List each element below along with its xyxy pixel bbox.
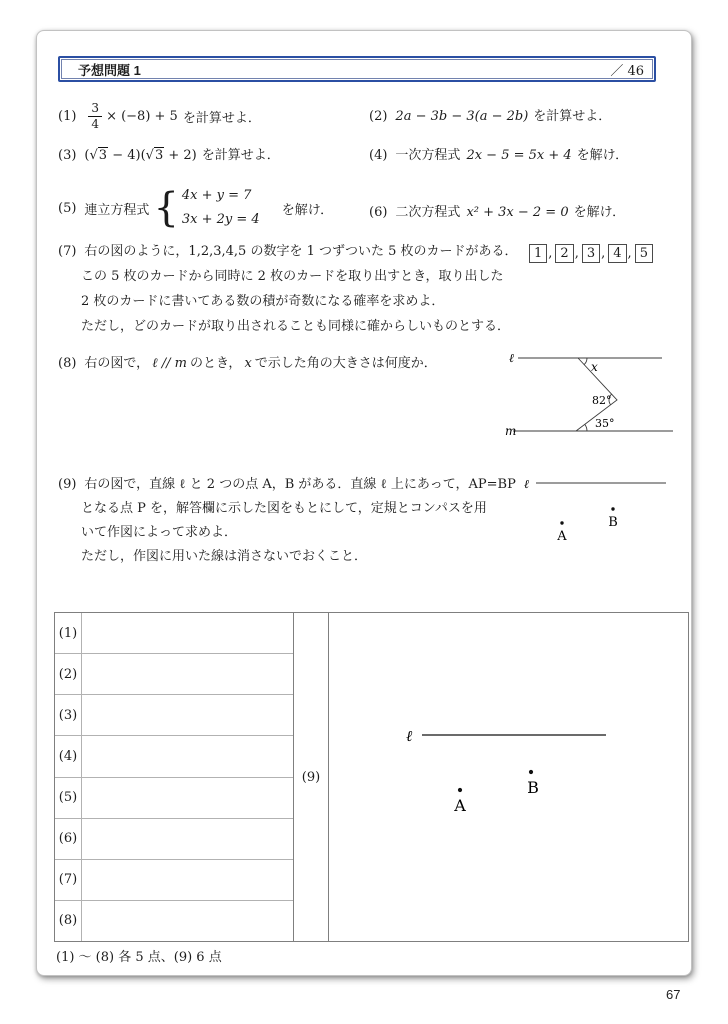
- row-label-6: (6): [55, 819, 82, 859]
- cards-figure: [529, 244, 653, 263]
- header-box: [58, 56, 656, 82]
- point-a-dot: [560, 521, 563, 524]
- table-row: [55, 736, 293, 777]
- score-field: ／ 46: [610, 63, 644, 79]
- fraction-numerator: 3: [88, 102, 102, 117]
- table-row: [55, 819, 293, 860]
- scoring-note: (1) ～ (8) 各 5 点、(9) 6 点: [56, 950, 222, 965]
- card-separator: ,: [574, 246, 579, 261]
- problem-6-lead: 二次方程式: [395, 205, 461, 220]
- problem-4: [369, 144, 628, 163]
- problem-7: [58, 239, 518, 339]
- answer-cell-1: [82, 613, 293, 653]
- problem-4-instruction: を解け．: [576, 148, 629, 163]
- problem-3-expression: (: [84, 148, 90, 163]
- card-2: 2: [555, 244, 573, 263]
- table-row: [55, 860, 293, 901]
- sqrt-symbol: √: [145, 148, 154, 163]
- problem-5: [58, 181, 333, 235]
- row-label-5: (5): [55, 778, 82, 818]
- system-equation-1: 4x + y = 7: [181, 188, 252, 203]
- radicand: 3: [154, 148, 164, 163]
- problem-1-instruction: を計算せよ．: [182, 110, 261, 126]
- header-box-inner: [61, 59, 653, 79]
- angle-arc-x: [584, 358, 587, 365]
- sqrt-symbol: √: [89, 148, 98, 163]
- problem-8-label: (8): [58, 356, 77, 371]
- problem-5-label: (5): [58, 200, 77, 216]
- problem-2-instruction: を計算せよ．: [533, 109, 612, 124]
- problem-7-label: (7): [58, 244, 77, 259]
- problem-9-label: (9): [58, 477, 77, 492]
- problem-1-expression: × (−8) + 5: [106, 108, 178, 124]
- angle-82-label: 82°: [592, 394, 612, 407]
- card-4: 4: [608, 244, 626, 263]
- point-a-dot: [458, 788, 462, 792]
- problem-3: [58, 144, 280, 163]
- problem-1-label: (1): [58, 108, 77, 124]
- problem-6-instruction: を解け．: [573, 205, 626, 220]
- table-row: [55, 654, 293, 695]
- problem-6-equation: x² + 3x − 2 = 0: [466, 205, 569, 220]
- problem-8: [58, 352, 437, 371]
- answer-cell-4: [82, 736, 293, 776]
- answer-9-box: [329, 613, 688, 941]
- angle-arc-35: [585, 424, 587, 431]
- problem-3-instruction: を計算せよ．: [201, 148, 280, 163]
- answer-construction-figure: [329, 613, 688, 941]
- answer-cell-3: [82, 695, 293, 735]
- variable-x: x: [244, 356, 252, 371]
- problem-9-line2: となる点 P を，解答欄に示した図をもとにして，定規とコンパスを用: [81, 501, 487, 516]
- answer-rows: [55, 613, 294, 941]
- problem-9-line3: いて作図によって求めよ．: [81, 525, 238, 540]
- problem-2: [369, 105, 611, 124]
- problem-7-line2: この 5 枚のカードから同時に 2 枚のカードを取り出すとき，取り出した: [81, 269, 504, 284]
- table-row: [55, 901, 293, 941]
- card-separator: ,: [601, 246, 606, 261]
- page-title: 予想問題 1: [78, 62, 141, 78]
- point-b-dot: [611, 507, 614, 510]
- answer-cell-6: [82, 819, 293, 859]
- problem-9-line1: 右の図で，直線 ℓ と 2 つの点 A，B がある．直線 ℓ 上にあって，AP=BP: [84, 477, 516, 492]
- answer-cell-8: [82, 901, 293, 941]
- table-row: [55, 778, 293, 819]
- line-l-label: ℓ: [406, 727, 413, 745]
- problem-4-equation: 2x − 5 = 5x + 4: [466, 148, 572, 163]
- point-a-label: A: [557, 529, 567, 544]
- point-b-dot: [529, 770, 533, 774]
- problem-8-text2: のとき，: [189, 356, 242, 371]
- answer-table: [54, 612, 689, 942]
- problem-9-line4: ただし，作図に用いた線は消さないでおくこと．: [81, 549, 368, 564]
- problem-7-line1: 右の図のように，1,2,3,4,5 の数字を 1 つずついた 5 枚のカードがある．: [84, 244, 518, 259]
- equation-system: [149, 182, 259, 234]
- angle-x-label: x: [591, 360, 598, 374]
- card-separator: ,: [548, 246, 553, 261]
- fraction: [88, 102, 102, 130]
- line-l-label: ℓ: [509, 351, 514, 365]
- point-b-label: B: [527, 778, 539, 797]
- row-label-7: (7): [55, 860, 82, 900]
- table-row: [55, 695, 293, 736]
- system-equation-2: 3x + 2y = 4: [181, 212, 260, 227]
- radicand: 3: [98, 148, 108, 163]
- problem-3-expression-end: + 2): [164, 148, 197, 163]
- point-a-label: A: [454, 796, 466, 815]
- row-label-2: (2): [55, 654, 82, 694]
- table-row: [55, 613, 293, 654]
- answer-cell-2: [82, 654, 293, 694]
- problem-5-lead: 連立方程式: [84, 202, 150, 218]
- row-label-1: (1): [55, 613, 82, 653]
- card-separator: ,: [627, 246, 632, 261]
- card-1: 1: [529, 244, 547, 263]
- card-5: 5: [635, 244, 653, 263]
- answer-9-label: (9): [294, 613, 329, 941]
- problem-4-label: (4): [369, 148, 388, 163]
- card-3: 3: [582, 244, 600, 263]
- answer-cell-7: [82, 860, 293, 900]
- line-m-label: m: [505, 424, 517, 438]
- parallel-lines-expression: ℓ // m: [152, 356, 187, 371]
- fraction-denominator: 4: [91, 116, 100, 131]
- brace-symbol: {: [153, 185, 179, 231]
- problem-8-text1: 右の図で，: [84, 356, 150, 371]
- construction-figure: [522, 476, 672, 551]
- angle-figure: [496, 341, 696, 443]
- problem-7-line4: ただし，どのカードが取り出されることも同様に確からしいものとする．: [81, 319, 511, 334]
- problem-2-expression: 2a − 3b − 3(a − 2b): [395, 109, 529, 124]
- problem-4-lead: 一次方程式: [395, 148, 461, 163]
- answer-cell-5: [82, 778, 293, 818]
- problem-6-label: (6): [369, 205, 388, 220]
- row-label-8: (8): [55, 901, 82, 941]
- problem-7-line3: 2 枚のカードに書いてある数の積が奇数になる確率を求めよ．: [81, 294, 445, 309]
- problem-6: [369, 201, 625, 220]
- row-label-3: (3): [55, 695, 82, 735]
- line-l-label: ℓ: [524, 477, 529, 491]
- page-number: 67: [666, 987, 681, 1002]
- angle-35-label: 35°: [595, 417, 615, 430]
- problem-1: [58, 98, 261, 134]
- problem-3-label: (3): [58, 148, 77, 163]
- row-label-4: (4): [55, 736, 82, 776]
- problem-2-label: (2): [369, 109, 388, 124]
- problem-9: [58, 473, 516, 569]
- problem-5-instruction: を解け．: [281, 202, 334, 218]
- point-b-label: B: [608, 515, 618, 530]
- problem-8-text3: で示した角の大きさは何度か．: [254, 356, 437, 371]
- problem-3-expression-mid: − 4)(: [108, 148, 146, 163]
- worksheet-sheet: [36, 30, 692, 976]
